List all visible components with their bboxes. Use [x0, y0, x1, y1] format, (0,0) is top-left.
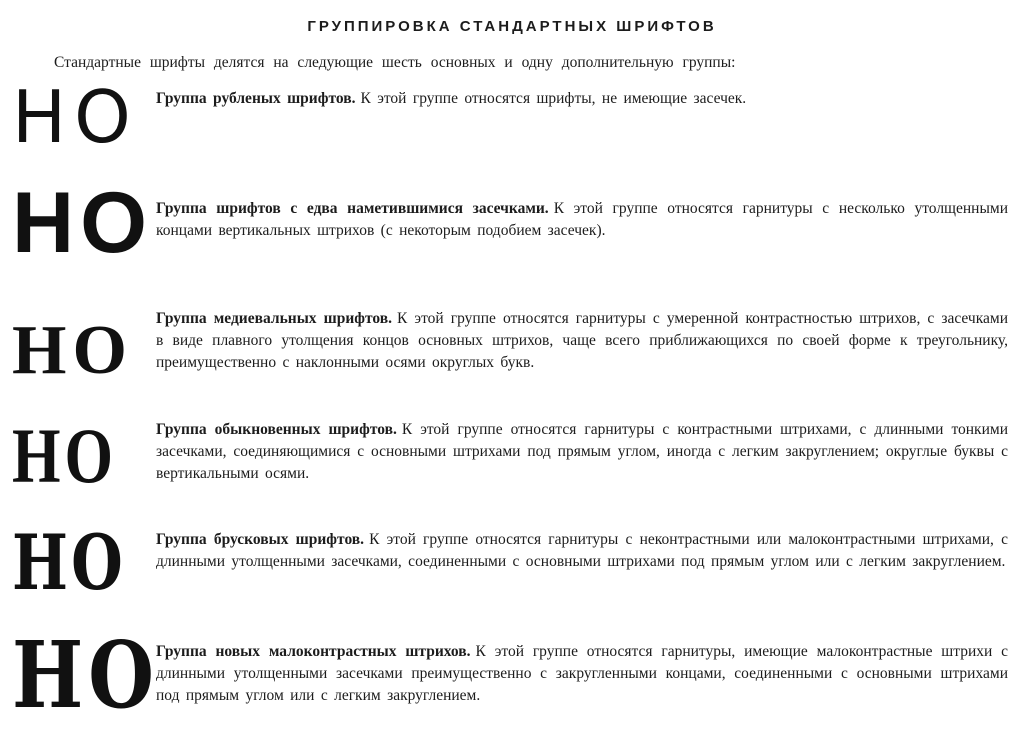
font-sample-incipient-serifs: НО [12, 175, 153, 271]
font-group-text: К этой группе относятся гарнитуры с несколько утолщенными концами вертикальных штрихов (с некоторым подобием засечек). [156, 200, 1008, 239]
font-group-description [156, 529, 1008, 573]
font-group-description [156, 88, 1008, 110]
font-group-description [156, 308, 1008, 374]
font-group-description [156, 419, 1008, 485]
font-group-name: Группа обыкновенных шрифтов. [156, 421, 397, 438]
font-group-name: Группа брусковых шрифтов. [156, 531, 365, 548]
font-group-row [0, 75, 1024, 159]
font-group-name: Группа рубленых шрифтов. [156, 90, 356, 107]
page-title: ГРУППИРОВКА СТАНДАРТНЫХ ШРИФТОВ [307, 18, 717, 36]
font-group-text: К этой группе относятся гарнитуры, имеющие малоконтрастные штрихи с длинными утолщенными засечками преимущественно с закругленными концами, соединенными с основными штрихами под прямым углом или с легким закруглением. [156, 643, 1009, 704]
font-group-row [0, 175, 1024, 271]
font-group-row [0, 412, 1024, 499]
font-group-name: Группа медиевальных шрифтов. [156, 310, 393, 327]
font-sample-new-low-contrast: НО [12, 621, 159, 729]
font-sample-oldstyle-serif: НО [12, 312, 133, 389]
font-group-row [0, 518, 1024, 607]
font-group-name: Группа шрифтов с едва наметившимися засечками. [156, 200, 549, 217]
font-sample-sans-serif: НО [12, 75, 139, 159]
font-group-text: К этой группе относятся гарнитуры с умеренной контрастностью штрихов, с засечками в виде плавного утолщения концов основных штрихов, чаще всего приближающихся по своей форме к треугольнику, преимущественно с наклонными осями округлых букв. [156, 310, 1009, 371]
font-group-row [0, 621, 1024, 729]
font-group-row [0, 308, 1024, 389]
font-sample-slab-serif: НО [12, 518, 126, 607]
font-sample-didone-serif: НО [12, 412, 118, 499]
font-group-description [156, 198, 1008, 242]
intro-paragraph: Стандартные шрифты делятся на следующие шесть основных и одну дополнительную группы: [54, 54, 736, 71]
font-group-name: Группа новых малоконтрастных штрихов. [156, 643, 471, 660]
font-group-text: К этой группе относятся гарнитуры с неконтрастными или малоконтрастными штрихами, с длинными утолщенными засечками, соединенными с основными штрихами под прямым углом или с легким закруглением. [156, 531, 1008, 570]
font-group-text: К этой группе относятся гарнитуры с контрастными штрихами, с длинными тонкими засечками, соединяющимися с основными штрихами под прямым углом, иногда с легким закруглением; округлые буквы с вертикальными осями. [156, 421, 1008, 482]
font-group-description [156, 641, 1008, 707]
font-group-text: К этой группе относятся шрифты, не имеющие засечек. [360, 90, 747, 107]
